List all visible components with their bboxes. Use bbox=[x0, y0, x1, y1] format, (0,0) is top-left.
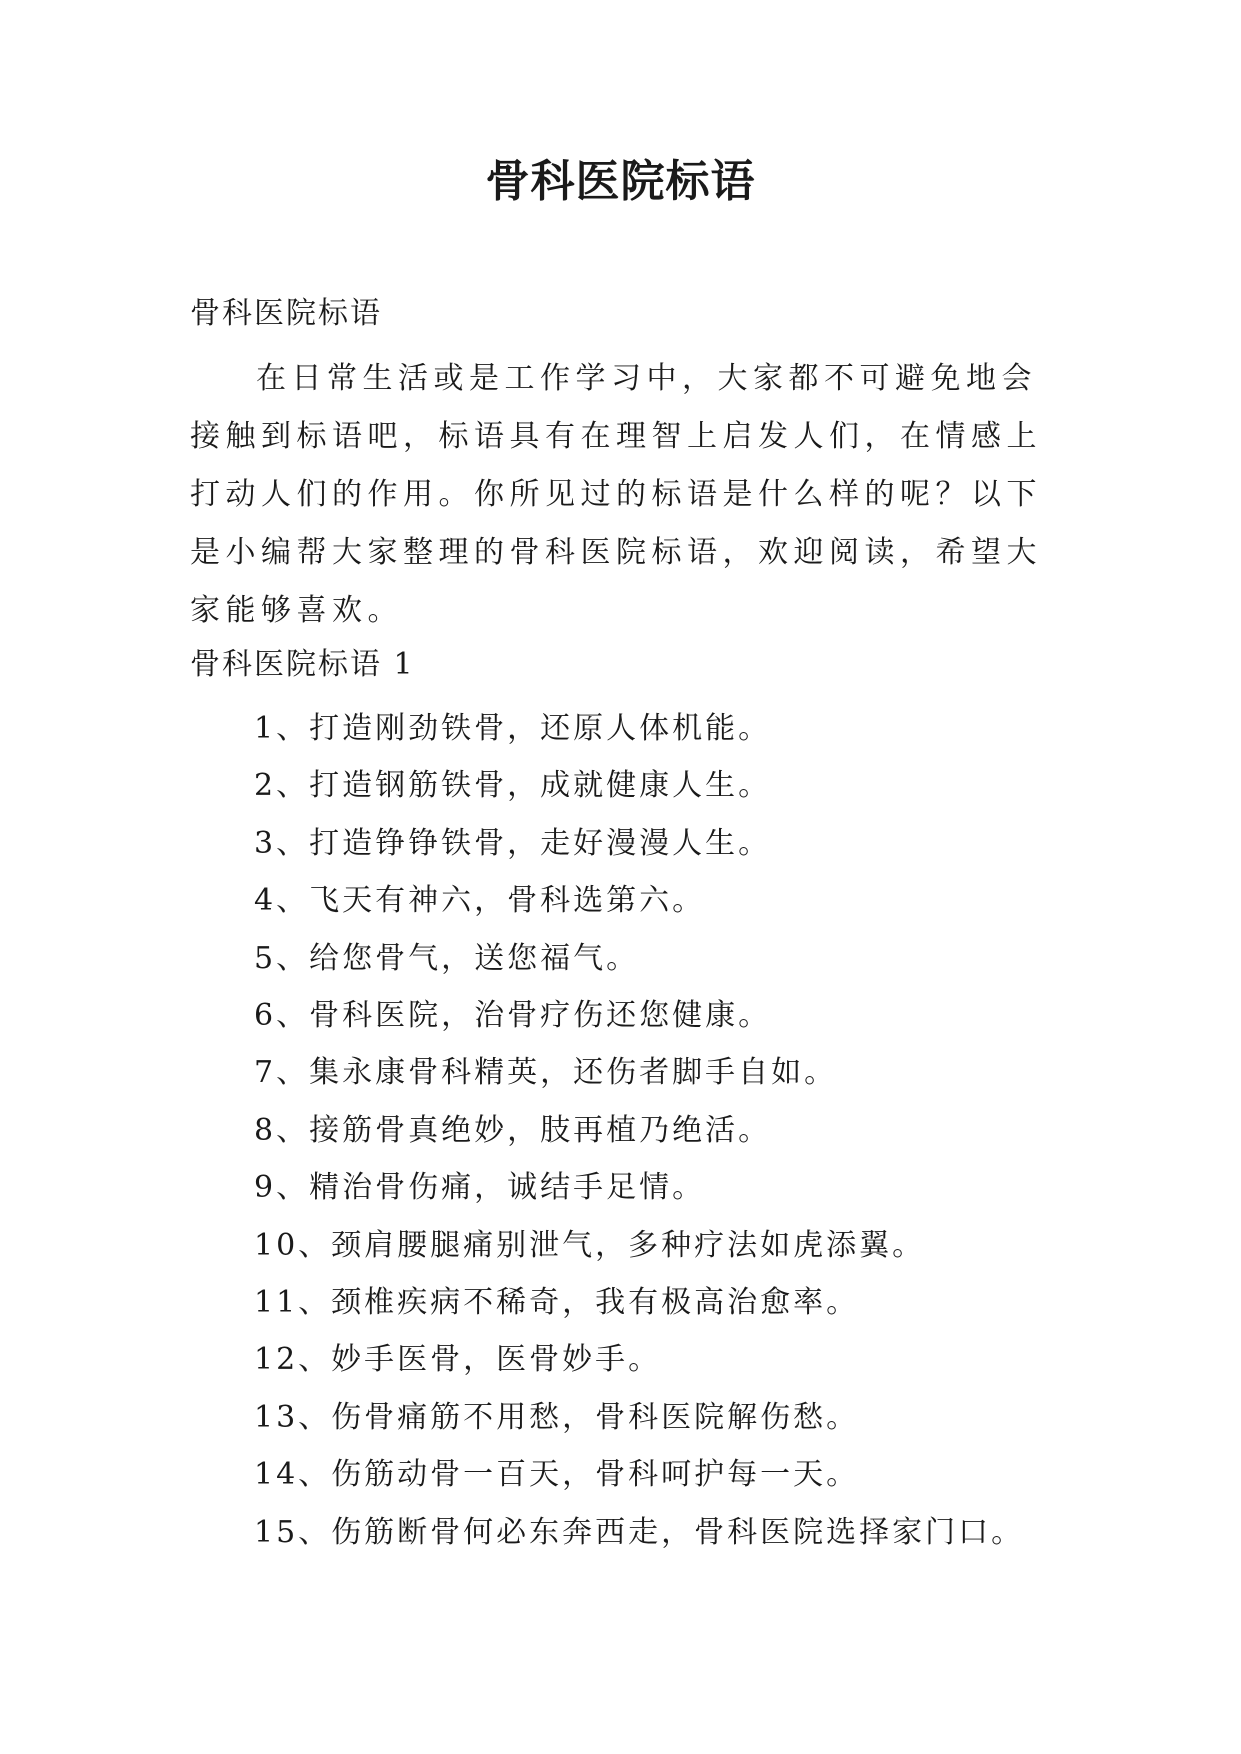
slogan-item: 9、精治骨伤痛，诚结手足情。 bbox=[254, 1170, 706, 1206]
slogan-item: 12、妙手医骨，医骨妙手。 bbox=[254, 1342, 662, 1378]
document-subtitle: 骨科医院标语 bbox=[190, 296, 382, 331]
slogan-item: 5、给您骨气，送您福气。 bbox=[254, 940, 640, 976]
slogan-item: 11、颈椎疾病不稀奇，我有极高治愈率。 bbox=[254, 1285, 860, 1321]
slogan-item: 14、伤筋动骨一百天，骨科呵护每一天。 bbox=[254, 1457, 860, 1493]
slogan-item: 10、颈肩腰腿痛别泄气，多种疗法如虎添翼。 bbox=[254, 1227, 926, 1263]
slogan-item: 7、集永康骨科精英，还伤者脚手自如。 bbox=[254, 1055, 838, 1091]
slogan-item: 1、打造刚劲铁骨，还原人体机能。 bbox=[254, 711, 772, 746]
intro-paragraph: 在日常生活或是工作学习中，大家都不可避免地会接触到标语吧，标语具有在理智上启发人们，在情感上打动人们的作用。你所见过的标语是什么样的呢？以下是小编帮大家整理的骨科医院标语，欢迎阅读，希望大家能够喜欢。 bbox=[190, 361, 1042, 628]
slogan-item: 15、伤筋断骨何必东奔西走，骨科医院选择家门口。 bbox=[254, 1514, 1025, 1550]
slogan-item: 2、打造钢筋铁骨，成就健康人生。 bbox=[254, 768, 772, 804]
document-title: 骨科医院标语 bbox=[485, 156, 756, 207]
slogan-item: 4、飞天有神六，骨科选第六。 bbox=[254, 883, 706, 919]
slogan-item: 8、接筋骨真绝妙，肢再植乃绝活。 bbox=[254, 1112, 772, 1148]
slogan-list bbox=[254, 700, 1094, 1561]
section-heading: 骨科医院标语 1 bbox=[190, 647, 415, 682]
slogan-item: 13、伤骨痛筋不用愁，骨科医院解伤愁。 bbox=[254, 1399, 860, 1435]
slogan-item: 6、骨科医院，治骨疗伤还您健康。 bbox=[254, 998, 772, 1034]
slogan-item: 3、打造铮铮铁骨，走好漫漫人生。 bbox=[254, 825, 772, 861]
